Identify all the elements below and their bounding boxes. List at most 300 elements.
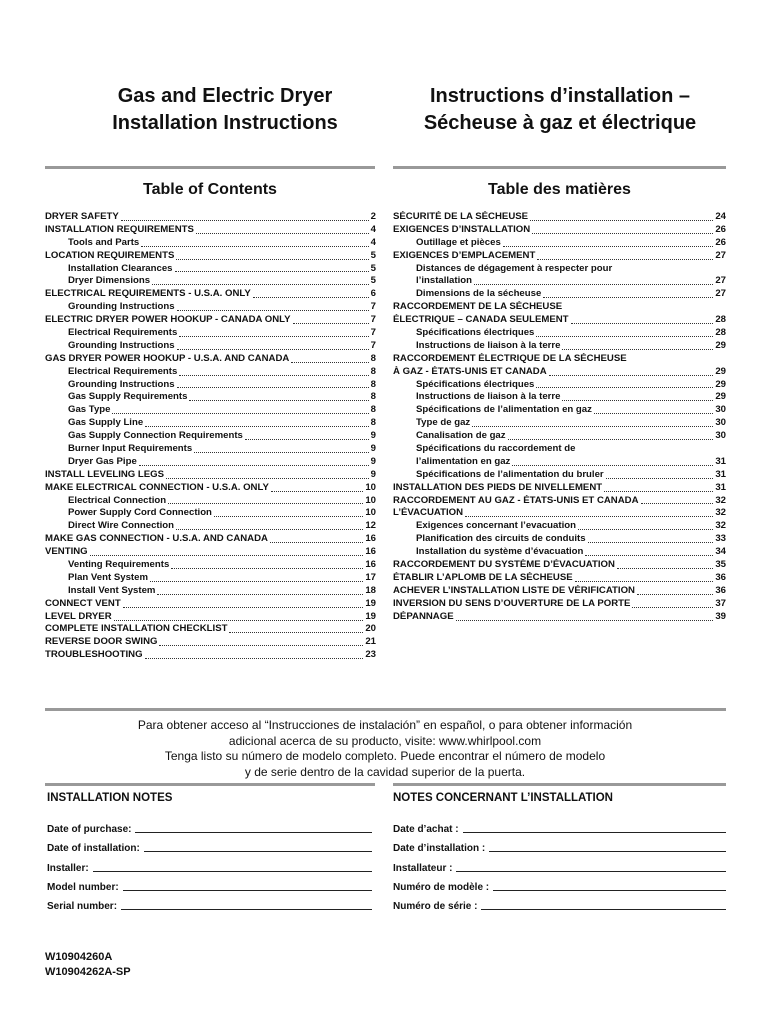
toc-entry <box>45 546 376 559</box>
toc-dot-leader <box>112 413 368 414</box>
toc-entry <box>45 327 376 340</box>
toc-entry-title: MAKE ELECTRICAL CONNECTION - U.S.A. ONLY <box>45 481 269 493</box>
toc-dot-leader <box>562 349 713 350</box>
toc-entry-page: 27 <box>715 249 726 261</box>
document-numbers <box>45 950 131 979</box>
toc-entry-page: 17 <box>365 571 376 583</box>
toc-entry-page: 9 <box>370 443 376 455</box>
toc-entry <box>45 456 376 469</box>
toc-entry-page: 31 <box>715 468 726 480</box>
toc-entry <box>393 559 726 572</box>
note-field-blank-line <box>481 909 726 910</box>
toc-entry-title: DRYER SAFETY <box>45 211 119 222</box>
toc-dot-leader <box>456 620 714 621</box>
toc-entry-page: 30 <box>715 430 726 442</box>
divider-notes-left <box>45 783 375 786</box>
note-field-blank-line <box>93 871 372 872</box>
toc-entry <box>393 301 726 314</box>
toc-entry <box>45 288 376 301</box>
toc-entry-title: LEVEL DRYER <box>45 610 112 622</box>
toc-dot-leader <box>189 400 368 401</box>
toc-entry <box>393 366 726 379</box>
toc-entry-title: Electrical Requirements <box>68 327 178 338</box>
toc-entry-page: 8 <box>370 417 376 429</box>
toc-entry <box>393 237 726 250</box>
toc-dot-leader <box>562 400 713 401</box>
note-field-blank-line <box>123 890 372 891</box>
note-field-blank-line <box>144 851 372 852</box>
toc-entry-title: TROUBLESHOOTING <box>45 649 143 661</box>
toc-entry-page: 8 <box>370 352 376 364</box>
toc-entry-page: 29 <box>715 339 726 351</box>
toc-entry-title: Electrical Connection <box>68 494 167 506</box>
toc-dot-leader <box>166 478 369 479</box>
note-field-blank-line <box>135 832 372 833</box>
note-field <box>393 893 726 912</box>
toc-entry-page: 29 <box>715 391 726 403</box>
toc-entry <box>45 624 376 637</box>
toc-dot-leader <box>536 336 713 337</box>
toc-entry-page: 16 <box>365 533 376 545</box>
toc-entry-page: 9 <box>370 430 376 442</box>
toc-dot-leader <box>177 349 369 350</box>
toc-dot-leader <box>270 542 363 543</box>
toc-dot-leader <box>152 284 369 285</box>
toc-dot-leader <box>503 246 714 247</box>
toc-entry-title: ACHEVER L’INSTALLATION LISTE DE VÉRIFICATION <box>393 584 635 596</box>
toc-dot-leader <box>571 323 714 324</box>
toc-entry-page: 33 <box>715 533 726 545</box>
toc-entry-page: 29 <box>715 378 726 390</box>
toc-entry-page: 19 <box>365 597 376 609</box>
toc-entry <box>393 211 726 224</box>
note-field <box>47 893 372 912</box>
toc-entry-title: Instructions de liaison à la terre <box>416 339 561 351</box>
note-field <box>47 854 372 873</box>
info-line: y de serie dentro de la cavidad superior de la puerta. <box>244 764 526 779</box>
toc-entry <box>45 250 376 263</box>
note-field-label: Date d’achat : <box>393 824 459 836</box>
note-field-label: Date of installation: <box>47 843 140 855</box>
toc-entry <box>393 340 726 353</box>
toc-dot-leader <box>157 594 363 595</box>
toc-entry-page: 10 <box>365 494 376 506</box>
note-field <box>393 835 726 854</box>
toc-entry-title: Spécifications électriques <box>416 327 535 338</box>
toc-entry-title: À GAZ - ÉTATS-UNIS ET CANADA <box>393 365 547 377</box>
toc-entry <box>45 237 376 250</box>
toc-entry <box>393 495 726 508</box>
toc-entry-title: ÉTABLIR L’APLOMB DE LA SÉCHEUSE <box>393 571 573 583</box>
toc-entry <box>393 379 726 392</box>
toc-entry <box>45 211 376 224</box>
toc-entry-title: Planification des circuits de conduits <box>416 533 586 545</box>
toc-entry-title: INSTALL LEVELING LEGS <box>45 468 165 480</box>
toc-dot-leader <box>176 529 363 530</box>
toc-entry <box>393 533 726 546</box>
toc-entry-title: REVERSE DOOR SWING <box>45 636 158 648</box>
note-field <box>393 854 726 873</box>
toc-entry-title: RACCORDEMENT ÉLECTRIQUE DE LA SÉCHEUSE <box>393 352 627 364</box>
toc-entry-title: ELECTRICAL REQUIREMENTS - U.S.A. ONLY <box>45 288 251 300</box>
toc-entry <box>45 598 376 611</box>
toc-dot-leader <box>150 581 363 582</box>
toc-dot-leader <box>229 632 363 633</box>
installation-notes-english <box>47 816 372 912</box>
toc-entry-title: Gas Supply Connection Requirements <box>68 430 243 442</box>
toc-entry-page: 19 <box>365 610 376 622</box>
toc-dot-leader <box>145 658 364 659</box>
toc-entry-title: Spécifications de l’alimentation en gaz <box>416 404 592 416</box>
toc-entry-title: Type de gaz <box>416 417 471 429</box>
toc-entry <box>45 636 376 649</box>
toc-entry-page: 30 <box>715 417 726 429</box>
toc-entry <box>393 572 726 585</box>
toc-entry-page: 12 <box>365 520 376 532</box>
toc-entry-title: RACCORDEMENT DU SYSTÈME D’ÉVACUATION <box>393 559 615 571</box>
toc-entry-page: 30 <box>715 404 726 416</box>
note-field-label: Date of purchase: <box>47 824 132 836</box>
toc-entry-title: CONNECT VENT <box>45 597 121 609</box>
toc-entry <box>393 353 726 366</box>
toc-entry-title: DÉPANNAGE <box>393 610 454 622</box>
toc-entry <box>45 559 376 572</box>
toc-dot-leader <box>114 620 364 621</box>
toc-entry <box>45 263 376 276</box>
toc-entry-page: 27 <box>715 275 726 287</box>
toc-entry-page: 32 <box>715 520 726 532</box>
toc-dot-leader <box>543 297 713 298</box>
toc-entry-page: 5 <box>370 262 376 274</box>
note-field-blank-line <box>463 832 726 833</box>
toc-entry-page: 7 <box>370 314 376 326</box>
toc-dot-leader <box>617 568 713 569</box>
toc-entry-title: Electrical Requirements <box>68 365 178 377</box>
toc-dot-leader <box>141 246 368 247</box>
spanish-info-block <box>45 718 725 780</box>
note-field-label: Numéro de modèle : <box>393 881 490 893</box>
toc-entry-title: GAS DRYER POWER HOOKUP - U.S.A. AND CANADA <box>45 352 290 364</box>
toc-entry-page: 4 <box>370 223 376 235</box>
toc-entry-page: 32 <box>715 507 726 519</box>
toc-entry-title: RACCORDEMENT AU GAZ - ÉTATS-UNIS ET CANADA <box>393 494 639 506</box>
toc-entry-page: 7 <box>370 327 376 338</box>
toc-entry <box>393 598 726 611</box>
toc-dot-leader <box>139 465 369 466</box>
toc-entry-title: Outillage et pièces <box>416 236 501 248</box>
toc-entry <box>45 379 376 392</box>
toc-entry <box>393 507 726 520</box>
toc-entry <box>45 275 376 288</box>
toc-entry-title: Power Supply Cord Connection <box>68 507 212 519</box>
note-field-blank-line <box>489 851 726 852</box>
toc-entry-page: 6 <box>370 288 376 300</box>
toc-dot-leader <box>606 478 714 479</box>
toc-entry-title: EXIGENCES D’INSTALLATION <box>393 223 531 235</box>
toc-entry <box>45 314 376 327</box>
toc-entry-page: 10 <box>365 507 376 519</box>
toc-entry <box>393 456 726 469</box>
toc-entry <box>45 520 376 533</box>
toc-entry <box>393 391 726 404</box>
toc-entry-title: l’installation <box>416 275 472 287</box>
document-number-sp: W10904262A-SP <box>45 965 131 978</box>
toc-entry-title: INVERSION DU SENS D’OUVERTURE DE LA PORTE <box>393 597 631 609</box>
title-fr-line2: Sécheuse à gaz et électrique <box>423 112 697 134</box>
toc-entry-page: 9 <box>370 468 376 480</box>
toc-dot-leader <box>508 439 714 440</box>
toc-entry-page: 7 <box>370 301 376 313</box>
toc-entry <box>393 404 726 417</box>
toc-entry <box>45 469 376 482</box>
toc-entry-title: EXIGENCES D’EMPLACEMENT <box>393 249 536 261</box>
toc-entry-title: Grounding Instructions <box>68 378 175 390</box>
toc-dot-leader <box>194 452 368 453</box>
divider-top-right <box>393 166 726 169</box>
toc-dot-leader <box>179 336 368 337</box>
toc-entry <box>393 546 726 559</box>
toc-dot-leader <box>637 594 713 595</box>
toc-entry-page: 5 <box>370 275 376 287</box>
toc-entry <box>393 482 726 495</box>
toc-entry-title: Gas Supply Line <box>68 417 144 429</box>
toc-entry-page: 29 <box>715 365 726 377</box>
toc-dot-leader <box>177 387 369 388</box>
toc-entry-page: 7 <box>370 339 376 351</box>
toc-entry-page: 8 <box>370 391 376 403</box>
toc-entry-page: 24 <box>715 211 726 222</box>
toc-dot-leader <box>291 362 368 363</box>
toc-entry <box>393 611 726 624</box>
toc-entry-title: Direct Wire Connection <box>68 520 174 532</box>
toc-entry-title: COMPLETE INSTALLATION CHECKLIST <box>45 623 228 635</box>
toc-entry-page: 28 <box>715 327 726 338</box>
toc-dot-leader <box>271 491 363 492</box>
toc-dot-leader <box>175 271 369 272</box>
page-title-english <box>60 83 390 137</box>
toc-entry-title: Installation Clearances <box>68 262 173 274</box>
toc-entry <box>45 417 376 430</box>
toc-entry-title: Plan Vent System <box>68 571 148 583</box>
note-field-label: Serial number: <box>47 900 118 912</box>
divider-middle <box>45 708 726 711</box>
toc-entry <box>45 391 376 404</box>
toc-dot-leader <box>145 426 368 427</box>
toc-entry-title: INSTALLATION REQUIREMENTS <box>45 223 194 235</box>
note-field <box>393 874 726 893</box>
toc-dot-leader <box>537 259 713 260</box>
toc-entry-title: Dryer Dimensions <box>68 275 151 287</box>
toc-entry-page: 27 <box>715 288 726 300</box>
toc-dot-leader <box>465 516 713 517</box>
note-field <box>47 816 372 835</box>
toc-entry-page: 26 <box>715 236 726 248</box>
toc-dot-leader <box>90 555 364 556</box>
toc-entry-title: Instructions de liaison à la terre <box>416 391 561 403</box>
page-title-french <box>390 83 730 137</box>
toc-entry-page: 28 <box>715 314 726 326</box>
note-field-label: Date d’installation : <box>393 843 486 855</box>
toc-dot-leader <box>196 233 369 234</box>
toc-dot-leader <box>594 413 713 414</box>
toc-entry <box>45 301 376 314</box>
toc-entry-title: INSTALLATION DES PIEDS DE NIVELLEMENT <box>393 481 603 493</box>
toc-entry-page: 39 <box>715 610 726 622</box>
toc-dot-leader <box>177 310 369 311</box>
note-field <box>393 816 726 835</box>
toc-entry <box>393 314 726 327</box>
note-field-label: Model number: <box>47 881 119 893</box>
title-en-line1: Gas and Electric Dryer <box>117 85 333 107</box>
toc-dot-leader <box>575 581 714 582</box>
note-field <box>47 874 372 893</box>
title-en-line2: Installation Instructions <box>112 112 338 134</box>
toc-entry <box>45 533 376 546</box>
toc-dot-leader <box>585 555 713 556</box>
toc-entry-page: 16 <box>365 559 376 571</box>
toc-entry-page: 32 <box>715 494 726 506</box>
toc-entry-title: Gas Supply Requirements <box>68 391 188 403</box>
divider-notes-right <box>393 783 726 786</box>
toc-dot-leader <box>159 645 363 646</box>
toc-entry-title: Gas Type <box>68 404 111 416</box>
toc-entry <box>393 443 726 456</box>
toc-dot-leader <box>245 439 369 440</box>
toc-entry <box>45 366 376 379</box>
toc-entry-page: 2 <box>370 211 376 222</box>
toc-entry <box>393 585 726 598</box>
toc-entry-title: ÉLECTRIQUE – CANADA SEULEMENT <box>393 314 569 326</box>
toc-entry-title: RACCORDEMENT DE LA SÉCHEUSE <box>393 301 563 313</box>
toc-entry <box>45 611 376 624</box>
toc-entry <box>393 224 726 237</box>
toc-entry-page: 37 <box>715 597 726 609</box>
toc-entry <box>45 572 376 585</box>
toc-entry <box>393 288 726 301</box>
toc-entry-page: 9 <box>370 455 376 467</box>
toc-entry <box>45 340 376 353</box>
toc-dot-leader <box>632 607 713 608</box>
toc-entry-page: 36 <box>715 571 726 583</box>
toc-entry-title: Venting Requirements <box>68 559 170 571</box>
toc-entry-title: Grounding Instructions <box>68 339 175 351</box>
toc-entry <box>45 430 376 443</box>
toc-entry-page: 18 <box>365 584 376 596</box>
toc-dot-leader <box>179 375 368 376</box>
toc-entry-page: 4 <box>370 236 376 248</box>
toc-dot-leader <box>123 607 364 608</box>
toc-entry-title: LOCATION REQUIREMENTS <box>45 249 175 261</box>
toc-dot-leader <box>532 233 713 234</box>
toc-dot-leader <box>121 220 369 221</box>
toc-entry-title: Tools and Parts <box>68 236 140 248</box>
toc-heading-english: Table of Contents <box>143 181 277 198</box>
info-line: Tenga listo su número de modelo completo. Puede encontrar el número de modelo <box>164 749 606 763</box>
toc-entry-title: Spécifications du raccordement de <box>416 443 576 455</box>
toc-entry-title: VENTING <box>45 546 88 558</box>
toc-entry-page: 8 <box>370 378 376 390</box>
info-line: adicional acerca de su producto, visite: www.whirlpool.com <box>228 733 542 748</box>
toc-entry-title: Dimensions de la sécheuse <box>416 288 542 300</box>
note-field-label: Installateur : <box>393 862 453 874</box>
installation-notes-heading-french: NOTES CONCERNANT L’INSTALLATION <box>393 792 613 804</box>
toc-entry-title: ELECTRIC DRYER POWER HOOKUP - CANADA ONLY <box>45 314 291 326</box>
toc-dot-leader <box>536 387 713 388</box>
toc-entry <box>45 443 376 456</box>
toc-entry-page: 31 <box>715 481 726 493</box>
installation-notes-french <box>393 816 726 912</box>
info-line: Para obtener acceso al “Instrucciones de instalación” en español, o para obtener información <box>137 718 633 732</box>
toc-list-english <box>45 211 376 662</box>
toc-entry-page: 8 <box>370 404 376 416</box>
toc-list-french <box>393 211 726 624</box>
toc-entry <box>45 585 376 598</box>
divider-top-left <box>45 166 375 169</box>
note-field-blank-line <box>121 909 372 910</box>
toc-dot-leader <box>293 323 369 324</box>
installation-notes-heading: INSTALLATION NOTES <box>47 792 173 804</box>
toc-heading-french: Table des matières <box>488 181 631 198</box>
toc-entry-title: Exigences concernant l’evacuation <box>416 520 576 532</box>
toc-dot-leader <box>604 491 713 492</box>
toc-entry <box>45 649 376 662</box>
toc-entry <box>393 469 726 482</box>
toc-dot-leader <box>530 220 713 221</box>
toc-entry <box>393 327 726 340</box>
toc-entry-page: 5 <box>370 249 376 261</box>
toc-entry-title: MAKE GAS CONNECTION - U.S.A. AND CANADA <box>45 533 268 545</box>
toc-dot-leader <box>474 284 713 285</box>
toc-entry-title: Install Vent System <box>68 584 156 596</box>
toc-entry-page: 20 <box>365 623 376 635</box>
toc-entry-title: Spécifications électriques <box>416 378 535 390</box>
toc-entry-title: Distances de dégagement à respecter pour <box>416 262 613 274</box>
toc-entry-page: 21 <box>365 636 376 648</box>
note-field-label: Numéro de série : <box>393 900 478 912</box>
toc-entry <box>393 275 726 288</box>
toc-dot-leader <box>588 542 714 543</box>
toc-entry-page: 35 <box>715 559 726 571</box>
toc-entry-title: l’alimentation en gaz <box>416 455 511 467</box>
note-field-blank-line <box>493 890 726 891</box>
toc-dot-leader <box>176 259 368 260</box>
toc-entry <box>393 430 726 443</box>
toc-dot-leader <box>168 503 363 504</box>
note-field <box>47 835 372 854</box>
toc-entry-title: Dryer Gas Pipe <box>68 455 137 467</box>
toc-entry-title: SÉCURITÉ DE LA SÉCHEUSE <box>393 211 529 222</box>
toc-entry <box>45 353 376 366</box>
toc-entry <box>393 520 726 533</box>
note-field-blank-line <box>456 871 726 872</box>
toc-dot-leader <box>578 529 713 530</box>
toc-entry <box>393 263 726 276</box>
toc-entry-page: 34 <box>715 546 726 558</box>
toc-dot-leader <box>253 297 369 298</box>
toc-entry <box>45 224 376 237</box>
toc-entry <box>45 507 376 520</box>
toc-dot-leader <box>214 516 363 517</box>
toc-entry-page: 36 <box>715 584 726 596</box>
toc-entry-title: Burner Input Requirements <box>68 443 193 455</box>
toc-dot-leader <box>512 465 713 466</box>
toc-entry-title: Grounding Instructions <box>68 301 175 313</box>
document-number: W10904260A <box>45 951 113 963</box>
toc-entry <box>45 404 376 417</box>
toc-entry-page: 26 <box>715 223 726 235</box>
toc-entry-title: Installation du système d’évacuation <box>416 546 584 558</box>
toc-dot-leader <box>549 375 714 376</box>
